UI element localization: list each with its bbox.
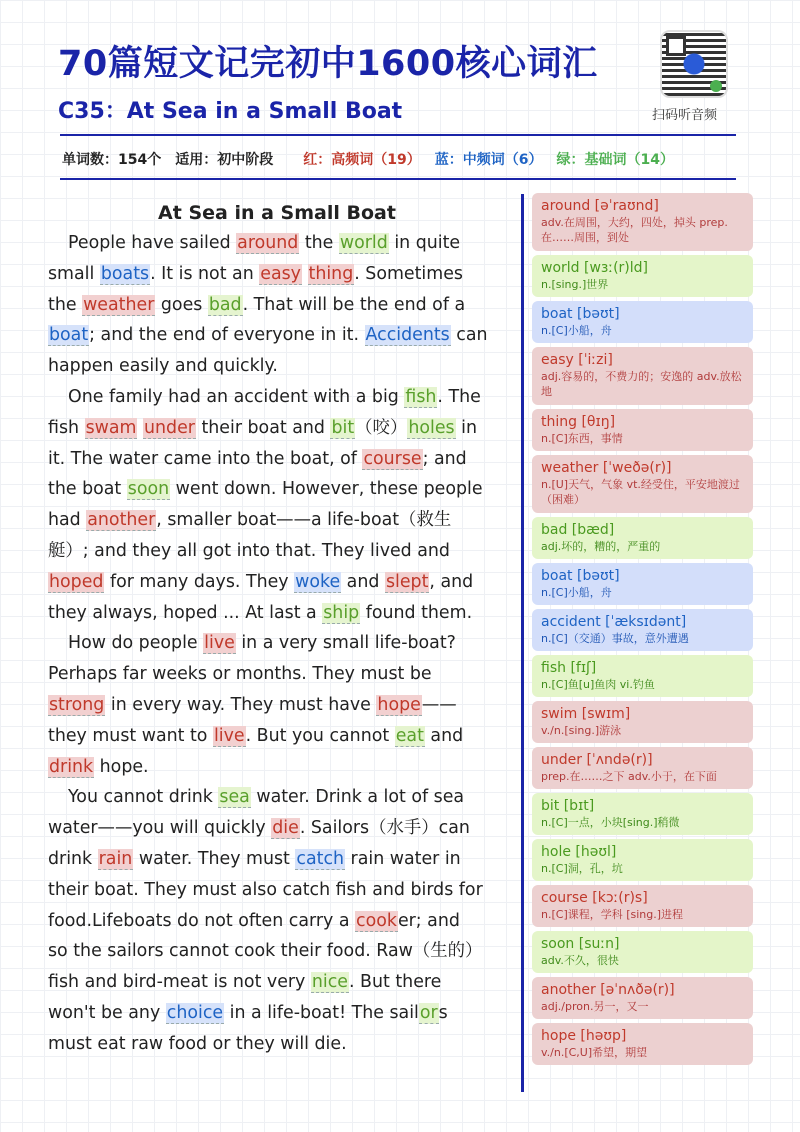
vocab-definition: adj.容易的，不费力的；安逸的 adv.放松地 (541, 370, 742, 398)
article-text: for many days. They (104, 571, 295, 592)
vocab-highlight[interactable]: sea (219, 787, 250, 808)
vocab-headword (541, 567, 744, 585)
vocab-phonetic: [əˈnʌðə(r)] (595, 982, 675, 998)
vocab-highlight[interactable]: boat (49, 325, 89, 346)
vocab-definition: n.[C]鱼[u]鱼肉 vi.钓鱼 (541, 678, 655, 691)
article-line (48, 936, 506, 967)
article-text: the boat (48, 479, 127, 500)
vocab-word: bad (541, 522, 568, 538)
vocab-definition: n.[C]课程，学科 [sing.]进程 (541, 908, 684, 921)
vocab-phonetic: [bəʊt] (572, 306, 620, 322)
vocab-highlight[interactable]: nice (311, 972, 348, 993)
article-text: You cannot drink (68, 787, 219, 808)
vocab-phonetic: [bəʊt] (572, 568, 620, 584)
vocab-phonetic: [ˈweðə(r)] (598, 460, 672, 476)
vocab-highlight[interactable]: another (87, 510, 156, 531)
vocab-highlight[interactable]: under (144, 417, 195, 438)
qr-code[interactable] (660, 30, 728, 98)
vocab-phonetic: [ˈʌndə(r)] (582, 752, 653, 768)
vocab-highlight[interactable]: ship (323, 602, 360, 623)
vocab-definition: adj.坏的，糟的，严重的 (541, 540, 661, 553)
vocab-definition: adv.不久，很快 (541, 954, 619, 967)
article-line (48, 998, 506, 1029)
vocab-highlight[interactable]: hope (377, 694, 421, 715)
article-line (48, 659, 506, 690)
vocab-phonetic: [wɜː(r)ld] (579, 260, 649, 276)
vocab-definition: n.[C]一点，小块[sing.]稍微 (541, 816, 680, 829)
stat-blue: 蓝：中频词（6） (434, 152, 543, 168)
vocab-headword (541, 197, 744, 215)
vocab-definition: adj./pron.另一，又一 (541, 1000, 649, 1013)
vocab-definition: adv.在周围，大约，四处，掉头 prep.在……周围，到处 (541, 216, 728, 244)
article-line (48, 351, 506, 382)
article-text: and (341, 571, 385, 592)
article-text: ; and (422, 448, 467, 469)
vocab-word: hole (541, 844, 571, 860)
vocab-word: hope (541, 1028, 576, 1044)
vocab-phonetic: [fɪʃ] (566, 660, 597, 676)
vocab-card-fish[interactable] (532, 655, 753, 697)
vocab-word: another (541, 982, 596, 998)
article-text: , and (429, 571, 474, 592)
article-text: . The (437, 386, 481, 407)
article-text: People have sailed (68, 233, 237, 253)
article-line (48, 474, 506, 505)
article-text: , smaller boat——a life-boat（救生 (156, 510, 452, 531)
stat-word-count: 单词数：154个 (62, 152, 162, 168)
article-text: small (48, 263, 100, 284)
article-text: they must want to (48, 725, 213, 746)
article-text: fish and bird-meat is not very (48, 972, 311, 993)
vocab-highlight[interactable]: or (419, 1002, 438, 1023)
article-text: found them. (360, 602, 473, 623)
vocab-phonetic: [bɪt] (559, 798, 595, 814)
vocab-highlight[interactable]: live (204, 633, 235, 654)
article-text: . Sometimes (354, 263, 463, 284)
vocab-phonetic: [ˈæksɪdənt] (600, 614, 687, 630)
vocab-phonetic: [ˈiːzi] (573, 352, 613, 368)
vocab-headword (541, 751, 744, 769)
vocab-phonetic: [kɔː(r)s] (587, 890, 648, 906)
vocab-highlight[interactable]: strong (49, 694, 105, 715)
vocab-highlight[interactable]: slept (385, 571, 429, 592)
vocab-definition: v./n.[sing.]游泳 (541, 724, 622, 737)
article-line (48, 382, 506, 413)
vocab-phonetic: [əˈraʊnd] (590, 198, 659, 214)
vocab-phonetic: [θɪŋ] (577, 414, 616, 430)
vocab-card-world[interactable] (532, 255, 753, 297)
vocab-headword (541, 1027, 744, 1045)
vocab-card-weather[interactable] (532, 455, 753, 513)
article-line (48, 320, 506, 351)
article-text: . But there (349, 972, 442, 993)
vocab-card-accident[interactable] (532, 609, 753, 651)
article-text: food.Lifeboats do not often carry a (48, 910, 356, 931)
article-line (48, 505, 506, 536)
article-text: in every way. They must have (105, 694, 377, 715)
article-text: fish (48, 417, 85, 438)
vocab-card-bad[interactable] (532, 517, 753, 559)
article-text: their boat and (195, 417, 331, 438)
vocab-headword (541, 843, 744, 861)
vocab-phonetic: [bæd] (567, 522, 615, 538)
vocab-card-another[interactable] (532, 977, 753, 1019)
article-text: ; and the end of everyone in it. (89, 325, 365, 346)
article-text: won't be any (48, 1002, 166, 1023)
vocab-highlight[interactable]: fish (405, 386, 437, 407)
vocab-card-boat[interactable] (532, 563, 753, 605)
vocab-headword (541, 889, 744, 907)
vocab-card-around[interactable] (532, 193, 753, 251)
article-line (48, 844, 506, 875)
stat-green: 绿：基础词（14） (556, 152, 674, 168)
vocab-card-course[interactable] (532, 885, 753, 927)
article-line (48, 782, 506, 813)
vocab-highlight[interactable]: catch (296, 848, 345, 869)
article-text: How do people (68, 633, 204, 654)
article-text: the (299, 233, 339, 253)
article-text: . It is not an (150, 263, 260, 284)
article-text: the (48, 294, 83, 315)
vocab-phonetic: [həʊl] (570, 844, 617, 860)
header-divider-top (60, 134, 736, 136)
article-line (48, 752, 506, 783)
article-text: and (424, 725, 464, 746)
lesson-subtitle: C35：At Sea in a Small Boat (58, 99, 403, 124)
vocab-highlight[interactable]: woke (295, 571, 341, 592)
vocab-word: accident (541, 614, 601, 630)
vocab-definition: n.[U]天气，气象 vt.经受住，平安地渡过（困难） (541, 478, 740, 506)
article-text: Perhaps far weeks or months. They must be (48, 664, 432, 685)
article-text: their boat. They must also catch fish and birds for (48, 879, 483, 900)
vocab-highlight[interactable]: bit (331, 417, 355, 438)
article-text: goes (155, 294, 208, 315)
article-text: can (450, 325, 488, 346)
vocab-highlight[interactable]: rain (98, 848, 133, 869)
vocab-word: easy (541, 352, 574, 368)
vocab-highlight[interactable]: soon (127, 479, 170, 500)
vocab-word: fish (541, 660, 566, 676)
article-text: . Sailors（水手）can (299, 818, 470, 839)
vocab-card-hole[interactable] (532, 839, 753, 881)
vocab-headword (541, 935, 744, 953)
vocab-card-swim[interactable] (532, 701, 753, 743)
article-line (48, 444, 506, 475)
vocab-list (532, 193, 753, 1069)
article-text: water. They must (133, 848, 296, 869)
article-line (48, 967, 506, 998)
vocab-headword (541, 351, 744, 369)
vocab-word: thing (541, 414, 578, 430)
vocab-word: course (541, 890, 588, 906)
article-body (48, 228, 506, 1060)
column-divider (521, 194, 524, 1092)
stat-red: 红：高频词（19） (303, 152, 421, 168)
article-line (48, 259, 506, 290)
vocab-highlight[interactable]: Accidents (365, 325, 450, 346)
article-text: 艇）; and they all got into that. They lived and (48, 540, 450, 561)
article-text: in a life-boat! The sail (224, 1002, 419, 1023)
vocab-definition: v./n.[C,U]希望，期望 (541, 1046, 648, 1059)
vocab-highlight[interactable]: swam (85, 417, 137, 438)
article-line (48, 875, 506, 906)
vocab-phonetic: [suːn] (574, 936, 620, 952)
article-title: At Sea in a Small Boat (158, 202, 396, 224)
vocab-highlight[interactable]: eat (395, 725, 424, 746)
vocab-headword (541, 259, 744, 277)
vocab-headword (541, 413, 744, 431)
vocab-word: boat (541, 306, 573, 322)
article-line (48, 567, 506, 598)
article-text: . But you cannot (245, 725, 395, 746)
vocab-headword (541, 305, 744, 323)
vocab-definition: n.[C]小船，舟 (541, 586, 612, 599)
vocab-word: around (541, 198, 591, 214)
vocab-headword (541, 705, 744, 723)
article-text: s (438, 1002, 448, 1023)
article-text: in a very small life-boat? (235, 633, 456, 654)
article-line (48, 628, 506, 659)
article-line (48, 413, 506, 444)
vocab-definition: n.[C]洞，孔，坑 (541, 862, 623, 875)
vocab-word: soon (541, 936, 575, 952)
article-text: One family had an accident with a big (68, 386, 405, 407)
vocab-definition: n.[C]东西，事情 (541, 432, 623, 445)
article-text: —— (421, 694, 457, 715)
vocab-word: bit (541, 798, 560, 814)
article-text: must eat raw food or they will die. (48, 1033, 347, 1054)
article-text: （咬） (355, 417, 408, 438)
article-text: so the sailors cannot cook their food. Raw（生的） (48, 941, 483, 962)
vocab-highlight[interactable]: easy (260, 263, 301, 284)
article-line (48, 813, 506, 844)
vocab-headword (541, 459, 744, 477)
article-line (48, 690, 506, 721)
vocab-headword (541, 797, 744, 815)
vocab-headword (541, 981, 744, 999)
article (48, 198, 506, 1060)
vocab-headword (541, 521, 744, 539)
vocab-highlight[interactable]: around (237, 233, 299, 253)
header-divider-bottom (60, 178, 736, 180)
vocab-card-bit[interactable] (532, 793, 753, 835)
vocab-definition: n.[sing.]世界 (541, 278, 609, 291)
vocab-highlight[interactable]: thing (308, 263, 354, 284)
page-title: 70篇短文记完初中1600核心词汇 (58, 44, 598, 84)
article-line (48, 906, 506, 937)
article-text: hope. (94, 756, 149, 777)
qr-label: 扫码听音频 (652, 108, 718, 123)
article-line (48, 598, 506, 629)
article-text: drink (48, 848, 98, 869)
vocab-highlight[interactable]: boats (100, 263, 150, 284)
vocab-word: boat (541, 568, 573, 584)
vocab-definition: prep.在……之下 adv.小于，在下面 (541, 770, 717, 783)
vocab-highlight[interactable]: weather (83, 294, 155, 315)
vocab-card-hope[interactable] (532, 1023, 753, 1065)
article-line (48, 1029, 506, 1060)
vocab-highlight[interactable]: die (272, 818, 299, 839)
vocab-card-thing[interactable] (532, 409, 753, 451)
article-text: . That will be the end of a (242, 294, 466, 315)
vocab-word: world (541, 260, 580, 276)
vocab-highlight[interactable]: cook (356, 910, 397, 931)
vocab-highlight[interactable]: live (213, 725, 245, 746)
vocab-card-under[interactable] (532, 747, 753, 789)
article-text: it. The water came into the boat, of (48, 448, 363, 469)
vocab-highlight[interactable]: course (363, 448, 422, 469)
stat-level: 适用：初中阶段 (175, 152, 274, 168)
vocab-highlight[interactable]: drink (49, 756, 94, 777)
vocab-card-soon[interactable] (532, 931, 753, 973)
article-line (48, 536, 506, 567)
article-line (48, 228, 506, 259)
vocab-card-boat[interactable] (532, 301, 753, 343)
article-line (48, 290, 506, 321)
stats-bar (62, 149, 732, 169)
article-text: happen easily and quickly. (48, 356, 278, 377)
article-text: had (48, 510, 87, 531)
article-text: water. Drink a lot of sea (250, 787, 465, 808)
article-text: they always, hoped ... At last a (48, 602, 323, 623)
article-text: in quite (388, 233, 461, 253)
article-text: went down. However, these people (170, 479, 483, 500)
vocab-word: swim (541, 706, 578, 722)
vocab-highlight[interactable]: world (339, 233, 388, 253)
vocab-word: under (541, 752, 583, 768)
vocab-headword (541, 659, 744, 677)
vocab-highlight[interactable]: holes (408, 417, 455, 438)
vocab-highlight[interactable]: choice (166, 1002, 224, 1023)
article-line (48, 721, 506, 752)
article-text (302, 264, 308, 284)
vocab-definition: n.[C]小船，舟 (541, 324, 612, 337)
vocab-headword (541, 613, 744, 631)
vocab-highlight[interactable]: hoped (49, 571, 104, 592)
vocab-card-easy[interactable] (532, 347, 753, 405)
vocab-word: weather (541, 460, 599, 476)
article-text: rain water in (345, 848, 461, 869)
vocab-definition: n.[C]（交通）事故，意外遭遇 (541, 632, 689, 645)
article-text: in (455, 417, 477, 438)
article-text: water——you will quickly (48, 818, 272, 839)
vocab-highlight[interactable]: bad (208, 294, 242, 315)
article-text: er; and (397, 910, 460, 931)
vocab-phonetic: [swɪm] (577, 706, 631, 722)
vocab-phonetic: [həʊp] (575, 1028, 627, 1044)
